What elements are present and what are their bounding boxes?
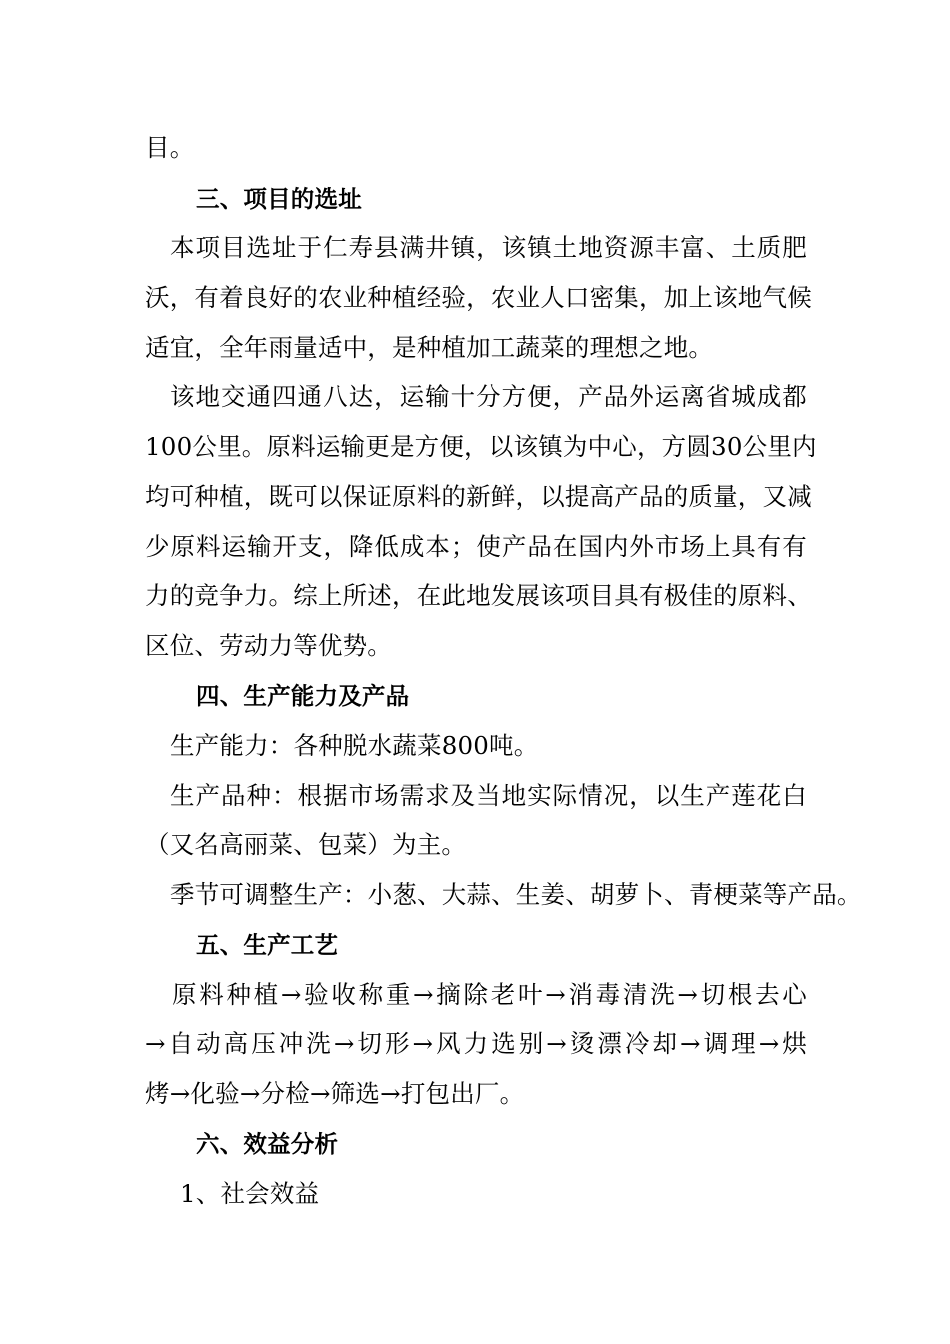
paragraph-line: 烤→化验→分检→筛选→打包出厂。 [145, 1079, 525, 1108]
paragraph-line: →自动高压冲洗→切形→风力选别→烫漂冷却→调理→烘 [145, 1029, 807, 1058]
paragraph-line: 生产能力：各种脱水蔬菜800吨。 [170, 731, 539, 760]
paragraph-line: 该地交通四通八达，运输十分方便，产品外运离省城成都 [170, 382, 807, 411]
paragraph-line: 区位、劳动力等优势。 [145, 631, 392, 660]
section-heading-process: 五、生产工艺 [196, 931, 339, 959]
paragraph-line: 适宜，全年雨量适中，是种植加工蔬菜的理想之地。 [145, 333, 714, 362]
section-heading-benefit: 六、效益分析 [196, 1130, 339, 1158]
paragraph-line: 本项目选址于仁寿县满井镇，该镇土地资源丰富、土质肥 [170, 233, 807, 262]
paragraph-line: 季节可调整生产：小葱、大蒜、生姜、胡萝卜、青梗菜等产品。 [170, 880, 862, 909]
paragraph-line: 少原料运输开支，降低成本；使产品在国内外市场上具有有 [145, 532, 807, 561]
subsection-heading: 1、社会效益 [180, 1179, 320, 1208]
paragraph-line: 原料种植→验收称重→摘除老叶→消毒清洗→切根去心 [172, 980, 807, 1009]
paragraph-line: （又名高丽菜、包菜）为主。 [145, 830, 467, 859]
section-heading-site: 三、项目的选址 [196, 185, 362, 213]
paragraph-line: 100公里。原料运输更是方便，以该镇为中心，方圆30公里内 [145, 432, 817, 461]
paragraph-line: 生产品种：根据市场需求及当地实际情况，以生产莲花白 [170, 781, 807, 810]
paragraph-line: 沃，有着良好的农业种植经验，农业人口密集，加上该地气候 [145, 283, 812, 312]
paragraph-line: 均可种植，既可以保证原料的新鲜，以提高产品的质量，又减 [145, 482, 812, 511]
text-line: 目。 [145, 133, 195, 162]
section-heading-capacity: 四、生产能力及产品 [196, 682, 410, 710]
paragraph-line: 力的竞争力。综上所述，在此地发展该项目具有极佳的原料、 [145, 581, 812, 610]
